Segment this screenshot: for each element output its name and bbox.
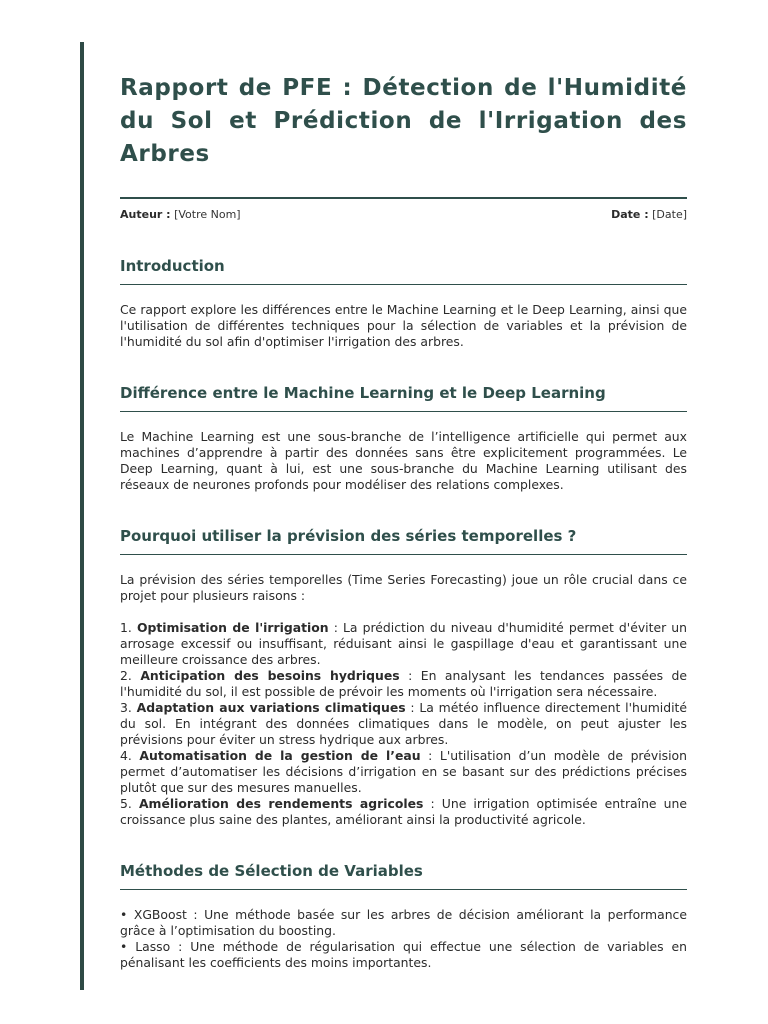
list-item-number: 2.	[120, 668, 132, 683]
list-item	[120, 620, 687, 668]
list-item-text: : La météo influence directement l'humidité du sol. En intégrant des données climatiques dans le modèle, on peut ajuster les prévisions pour éviter un stress hydrique aux arbres.	[120, 700, 687, 747]
author-value: [Votre Nom]	[174, 208, 241, 221]
list-item	[120, 796, 687, 828]
document-meta	[120, 208, 687, 222]
list-item-heading: Adaptation aux variations climatiques	[136, 700, 406, 715]
intro-paragraph: Ce rapport explore les différences entre le Machine Learning et le Deep Learning, ainsi que l'utilisation de différentes techniques pour la sélection de variables et la prévision de l'humidité du sol afin d'optimiser l'irrigation des arbres.	[120, 302, 687, 349]
list-item-heading: Amélioration des rendements agricoles	[138, 796, 424, 811]
ml-dl-paragraph: Le Machine Learning est une sous-branche de l’intelligence artificielle qui permet aux machines d’apprendre à partir des données sans être explicitement programmées. Le Deep Learning, quant à lui, est une sous-branche du Machine Learning utilisant des réseaux de neurones profonds pour modéliser des relations complexes.	[120, 429, 687, 492]
list-item-number: 5.	[120, 796, 132, 811]
list-item	[120, 700, 687, 748]
section-divider	[120, 411, 687, 412]
selection-list	[120, 907, 687, 971]
author-label: Auteur :	[120, 208, 171, 221]
section-ml-dl	[120, 383, 687, 493]
document-title: Rapport de PFE : Détection de l'Humidité du Sol et Prédiction de l'Irrigation des Arbres	[120, 75, 687, 167]
list-item: • XGBoost : Une méthode basée sur les arbres de décision améliorant la performance grâce à l’optimisation du boosting.	[120, 907, 687, 938]
list-item-text: : L'utilisation d’un modèle de prévision permet d’automatiser les décisions d’irrigation en se basant sur des prédictions précises plutôt que sur des mesures manuelles.	[120, 748, 687, 795]
list-item-text: : En analysant les tendances passées de l'humidité du sol, il est possible de prévoir les moments où l'irrigation sera nécessaire.	[120, 668, 687, 699]
document-body	[120, 72, 687, 971]
section-divider	[120, 284, 687, 285]
page-accent-bar	[80, 42, 84, 990]
list-item-text: : Une irrigation optimisée entraîne une croissance plus saine des plantes, améliorant ainsi la productivité agricole.	[120, 796, 687, 827]
list-item	[120, 748, 687, 796]
list-item-number: 1.	[120, 620, 132, 635]
list-item-number: 4.	[120, 748, 132, 763]
section-introduction	[120, 256, 687, 350]
section-title-timeseries: Pourquoi utiliser la prévision des séries temporelles ?	[120, 527, 577, 545]
section-variable-selection	[120, 861, 687, 971]
section-title-introduction: Introduction	[120, 257, 225, 275]
section-title-ml-dl: Différence entre le Machine Learning et le Deep Learning	[120, 384, 606, 402]
timeseries-paragraph: La prévision des séries temporelles (Time Series Forecasting) joue un rôle crucial dans ce projet pour plusieurs raisons :	[120, 572, 687, 603]
section-timeseries	[120, 526, 687, 828]
section-divider	[120, 554, 687, 555]
list-item-text: : La prédiction du niveau d'humidité permet d'éviter un arrosage excessif ou insuffisant, réduisant ainsi le gaspillage d'eau et garantissant une meilleure croissance des arbres.	[120, 620, 687, 667]
date-value: [Date]	[652, 208, 687, 221]
date-label: Date :	[611, 208, 649, 221]
section-title-variable-selection: Méthodes de Sélection de Variables	[120, 862, 423, 880]
list-item-heading: Anticipation des besoins hydriques	[140, 668, 400, 683]
list-item-heading: Optimisation de l'irrigation	[136, 620, 329, 635]
list-item	[120, 668, 687, 700]
list-item-heading: Automatisation de la gestion de l’eau	[139, 748, 421, 763]
section-divider	[120, 889, 687, 890]
author-field	[120, 208, 241, 222]
title-divider	[120, 197, 687, 199]
timeseries-list	[120, 620, 687, 828]
list-item-number: 3.	[120, 700, 132, 715]
date-field	[611, 208, 687, 222]
list-item: • Lasso : Une méthode de régularisation qui effectue une sélection de variables en pénalisant les coefficients des moins importantes.	[120, 939, 687, 970]
